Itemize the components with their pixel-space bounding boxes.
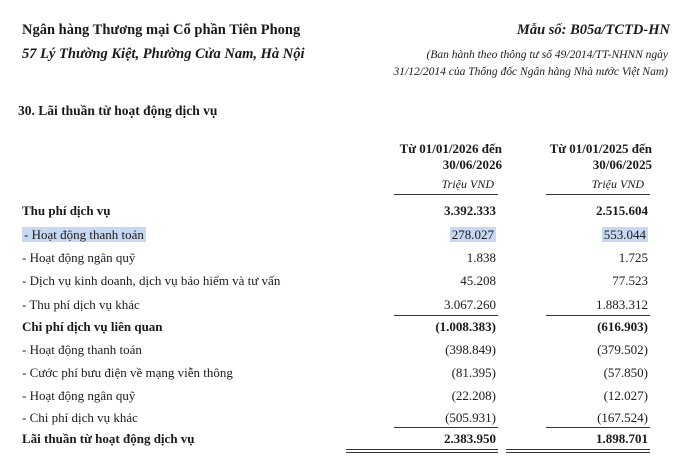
row-value-2026-other-service-fees: 3.067.260 (444, 297, 496, 312)
row-label-payment-activities-expense: - Hoạt động thanh toán (22, 342, 142, 357)
highlight-mark: 553.044 (603, 227, 646, 242)
row-value-2026-service-expenses: (1.008.383) (435, 319, 496, 334)
row-value-2025-net-service-income: 1.898.701 (596, 431, 648, 446)
subtotal-rule-2025 (546, 315, 650, 316)
bank-address: 57 Lý Thường Kiệt, Phường Cửa Nam, Hà Nội (22, 46, 305, 62)
row-value-2026-brokerage-insurance-advisory: 45.208 (460, 273, 496, 288)
row-label-service-fee-income: Thu phí dịch vụ (22, 203, 111, 218)
row-value-2026-net-service-income: 2.383.950 (444, 431, 496, 446)
row-value-2025-brokerage-insurance-advisory: 77.523 (612, 273, 648, 288)
row-value-2025-service-fee-income: 2.515.604 (596, 203, 648, 218)
column-unit-rule-2026 (394, 194, 498, 195)
row-label-other-service-expenses: - Chi phí dịch vụ khác (22, 410, 138, 425)
row-label-net-service-income: Lãi thuần từ hoạt động dịch vụ (22, 431, 195, 446)
row-value-2026-telecom-postage: (81.395) (451, 365, 496, 380)
row-value-2026-service-fee-income: 3.392.333 (444, 203, 496, 218)
total-top-rule-2026 (394, 427, 498, 428)
row-value-2026-other-service-expenses: (505.931) (445, 410, 496, 425)
row-value-2025-treasury-income: 1.725 (618, 250, 648, 265)
row-value-2026-treasury-income: 1.838 (466, 250, 496, 265)
row-value-2025-payment-activities-expense: (379.502) (597, 342, 648, 357)
column-header-2025 (512, 141, 652, 173)
column-header-2026-line2: 30/06/2026 (442, 157, 502, 172)
column-unit-2025: Triệu VND (591, 177, 644, 191)
row-value-2025-treasury-expense: (12.027) (603, 388, 648, 403)
row-value-2026-payment-activities-income (356, 227, 496, 243)
subtotal-rule-2026 (394, 315, 498, 316)
row-label-treasury-expense: - Hoạt động ngân quỹ (22, 388, 136, 403)
row-label-other-service-fees: - Thu phí dịch vụ khác (22, 297, 140, 312)
form-note-line-1: (Ban hành theo thông tư số 49/2014/TT-NHNN ngày (426, 49, 668, 61)
total-top-rule-2025 (546, 427, 650, 428)
row-value-2026-payment-activities-expense: (398.849) (445, 342, 496, 357)
column-unit-rule-2025 (546, 194, 650, 195)
row-label-telecom-postage: - Cước phí bưu điện về mạng viễn thông (22, 365, 233, 380)
row-value-2025-service-expenses: (616.903) (597, 319, 648, 334)
row-value-2026-treasury-expense: (22.208) (451, 388, 496, 403)
column-header-2026 (362, 141, 502, 173)
section-title: 30. Lãi thuần từ hoạt động dịch vụ (18, 103, 218, 118)
row-label-service-expenses: Chi phí dịch vụ liên quan (22, 319, 163, 334)
bank-name: Ngân hàng Thương mại Cổ phần Tiên Phong (22, 22, 301, 38)
column-header-2025-line2: 30/06/2025 (592, 157, 652, 172)
column-unit-2026: Triệu VND (441, 177, 494, 191)
column-header-2025-line1: Từ 01/01/2025 đến (549, 141, 652, 156)
form-number: Mẫu số: B05a/TCTD-HN (516, 22, 670, 38)
row-value-2025-telecom-postage: (57.850) (603, 365, 648, 380)
column-header-2026-line1: Từ 01/01/2026 đến (399, 141, 502, 156)
highlight-mark: 278.027 (451, 227, 494, 242)
form-note-line-2: 31/12/2014 của Thống đốc Ngân hàng Nhà nước Việt Nam) (393, 66, 668, 78)
row-label-brokerage-insurance-advisory: - Dịch vụ kinh doanh, dịch vụ bảo hiểm và tư vấn (22, 273, 281, 288)
total-double-rule-2026 (346, 449, 498, 453)
row-value-2025-other-service-fees: 1.883.312 (596, 297, 648, 312)
row-value-2025-payment-activities-income (508, 227, 648, 243)
highlight-mark: - Hoạt động thanh toán (24, 227, 144, 242)
row-value-2025-other-service-expenses: (167.524) (597, 410, 648, 425)
row-label-treasury-income: - Hoạt động ngân quỹ (22, 250, 136, 265)
row-label-payment-activities-income (22, 227, 146, 243)
total-double-rule-2025 (506, 449, 650, 453)
